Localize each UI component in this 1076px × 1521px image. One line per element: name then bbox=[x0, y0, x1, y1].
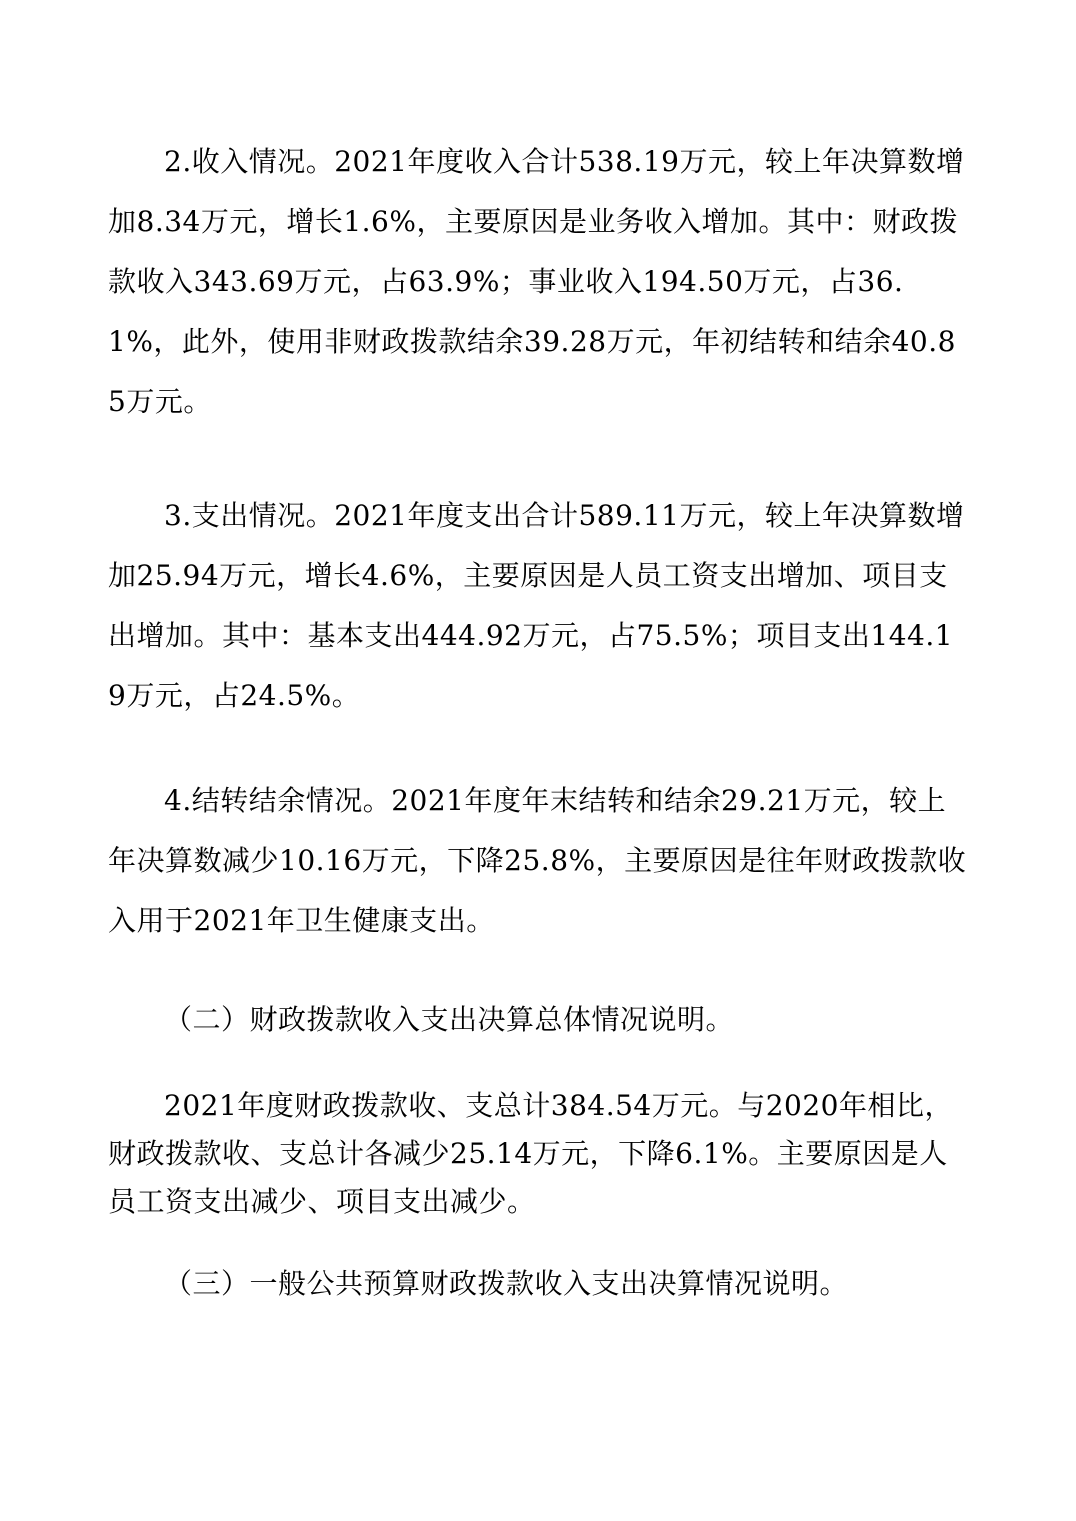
expense-paragraph: 3.支出情况。2021年度支出合计589.11万元，较上年决算数增加25.94万元，增长4.6%，主要原因是人员工资支出增加、项目支出增加。其中：基本支出444.92万元，占75.5%；项目支出144.19万元，占24.5%。 bbox=[108, 499, 965, 712]
balance-paragraph: 4.结转结余情况。2021年度年末结转和结余29.21万元，较上年决算数减少10.16万元，下降25.8%，主要原因是往年财政拨款收入用于2021年卫生健康支出。 bbox=[108, 784, 967, 937]
section-3-heading: （三）一般公共预算财政拨款收入支出决算情况说明。 bbox=[164, 1267, 849, 1300]
fiscal-appropriation-paragraph: 2021年度财政拨款收、支总计384.54万元。与2020年相比，财政拨款收、支总计各减少25.14万元，下降6.1%。主要原因是人员工资支出减少、项目支出减少。 bbox=[108, 1089, 953, 1218]
section-2-heading: （二）财政拨款收入支出决算总体情况说明。 bbox=[164, 1003, 735, 1036]
income-paragraph: 2.收入情况。2021年度收入合计538.19万元，较上年决算数增加8.34万元，增长1.6%，主要原因是业务收入增加。其中：财政拨款收入343.69万元，占63.9%；事业收入194.50万元，占36.1%，此外，使用非财政拨款结余39.28万元，年初结转和结余40.85万元。 bbox=[108, 145, 965, 418]
